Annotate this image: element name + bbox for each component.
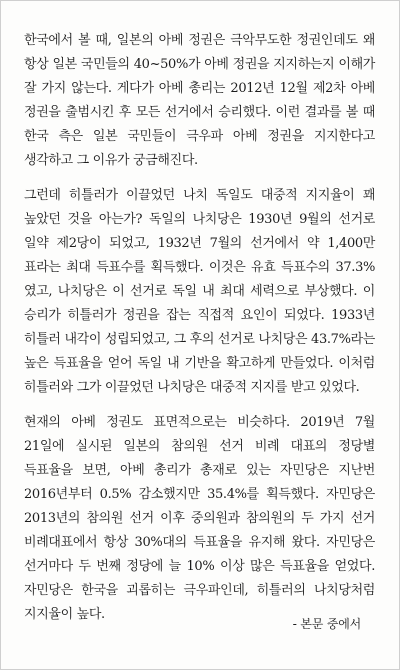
excerpt-body — [24, 29, 375, 627]
paragraph-3: 현재의 아베 정권도 표면적으로는 비슷하다. 2019년 7월 21일에 실시된 일본의 참의원 선거 비례 대표의 정당별 득표율을 보면, 아베 총리가 총재로 있는 자민당은 지난번 2016년부터 0.5% 감소했지만 35.4%를 획득했다. 자민당은 2013년의 참의원 선거 이후 중의원과 참의원의 두 가지 선거 비례대표에서 항상 30%대의 득표율을 유지해 왔다. 자민당은 선거마다 두 번째 정당에 늘 10% 이상 많은 득표율을 얻었다. 자민당은 한국을 괴롭히는 극우파인데, 히틀러의 나치당처럼 지지율이 높다. — [24, 415, 375, 622]
paragraph-1: 한국에서 볼 때, 일본의 아베 정권은 극악무도한 정권인데도 왜 항상 일본 국민들의 40~50%가 아베 정권을 지지하는지 이해가 잘 가지 않는다. 게다가 아베 총리는 2012년 12월 제2차 아베 정권을 출범시킨 후 모든 선거에서 승리했다. 이런 결과를 볼 때 한국 측은 일본 국민들이 극우파 아베 정권을 지지한다고 생각하고 그 이유가 궁금해진다. — [24, 33, 375, 168]
source-attribution: - 본문 중에서 — [292, 617, 361, 631]
paragraph-2: 그런데 히틀러가 이끌었던 나치 독일도 대중적 지지율이 꽤 높았던 것을 아는가? 독일의 나치당은 1930년 9월의 선거로 일약 제2당이 되었고, 1932년 7월의 선거에서 약 1,400만 표라는 최대 득표수를 획득했다. 이것은 유효 득표수의 37.3%였고, 나치당은 이 선거로 독일 내 최대 세력으로 부상했다. 이 승리가 히틀러가 정권을 잡는 직접적 요인이 되었다. 1933년 히틀러 내각이 성립되었고, 그 후의 선거로 나치당은 43.7%라는 높은 득표율을 얻어 독일 내 기반을 확고하게 만들었다. 이처럼 히틀러와 그가 이끌었던 나치당은 대중적 지지를 받고 있었다. — [24, 188, 375, 395]
